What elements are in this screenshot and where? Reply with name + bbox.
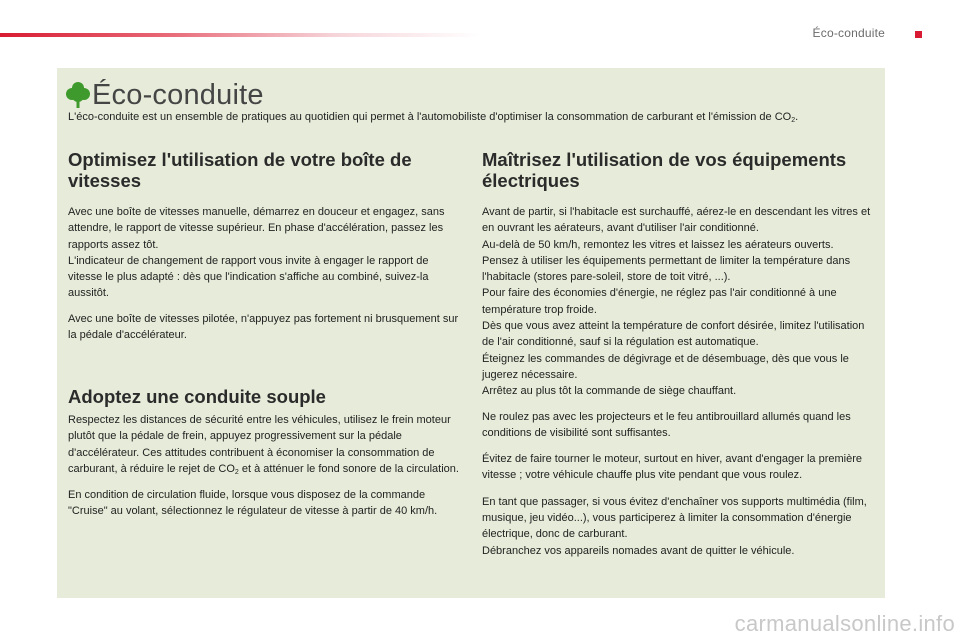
section-gearbox-heading: Optimisez l'utilisation de votre boîte de vitesses <box>68 149 412 191</box>
intro-text: L'éco-conduite est un ensemble de pratiques au quotidien qui permet à l'automobiliste d'optimiser la consommation de carburant et l'émission de CO <box>68 111 792 123</box>
section-smooth-driving <box>68 386 463 520</box>
smooth-driving-text-end: et à atténuer le fond sonore de la circulation. <box>238 462 459 475</box>
section-electrical-paragraph-3: Pensez à utiliser les équipements permettant de limiter la température dans l'habitacle (stores pare-soleil, store de toit vitré, ...). <box>482 254 851 284</box>
section-gearbox-paragraph-1: Avec une boîte de vitesses manuelle, démarrez en douceur et engagez, sans attendre, le rapport de vitesse supérieur. En phase d'accélération, passez les rapports assez tôt. <box>68 206 445 251</box>
section-electrical-paragraph-9: Évitez de faire tourner le moteur, surtout en hiver, avant d'engager la première vitesse ; votre véhicule chauffe plus vite pendant que vous roulez. <box>482 453 862 482</box>
section-electrical-paragraph-8: Ne roulez pas avec les projecteurs et le feu antibrouillard allumés quand les conditions de visibilité sont suffisantes. <box>482 410 851 439</box>
section-electrical-paragraph-2: Au-delà de 50 km/h, remontez les vitres et laissez les aérateurs ouverts. <box>482 238 834 251</box>
section-electrical-heading: Maîtrisez l'utilisation de vos équipements électriques <box>482 149 847 191</box>
section-gearbox-paragraph-3: Avec une boîte de vitesses pilotée, n'appuyez pas fortement ni brusquement sur la pédale d'accélérateur. <box>68 312 459 342</box>
section-electrical-paragraph-7: Arrêtez au plus tôt la commande de siège chauffant. <box>482 385 737 398</box>
header-section-title: Éco-conduite <box>812 26 885 40</box>
intro-subscript: 2 <box>791 117 796 124</box>
intro-text-end: . <box>795 111 799 123</box>
section-electrical-paragraph-6: Éteignez les commandes de dégivrage et de désembuage, dès que vous le jugerez nécessaire. <box>482 352 849 381</box>
section-electrical-paragraph-4: Pour faire des économies d'énergie, ne réglez pas l'air conditionné à une température trop froide. <box>482 287 837 316</box>
smooth-driving-subscript: 2 <box>234 468 239 476</box>
header-square-marker <box>915 31 922 38</box>
tree-leaf-icon <box>66 81 90 109</box>
section-electrical-paragraph-5: Dès que vous avez atteint la température de confort désirée, limitez l'utilisation de l'air conditionné, sauf si la régulation est automatique. <box>482 320 865 349</box>
section-gearbox-paragraph-2: L'indicateur de changement de rapport vous invite à engager le rapport de vitesse le plus adapté : dès que l'indication s'affiche au combiné, suivez-la aussitôt. <box>68 254 429 300</box>
header-accent-rule <box>0 33 480 37</box>
section-electrical-paragraph-11: Débranchez vos appareils nomades avant de quitter le véhicule. <box>482 544 795 557</box>
intro-paragraph <box>68 109 868 125</box>
page-title-row <box>66 78 264 112</box>
smooth-driving-text: Respectez les distances de sécurité entre les véhicules, utilisez le frein moteur plutôt que la pédale de frein, appuyez progressivement sur la pédale d'accélérateur. Ces attitudes contribuent à économiser la consommation de carburant, à réduire le rejet de CO <box>68 414 451 475</box>
section-smooth-driving-paragraph-1 <box>68 412 463 477</box>
footer-watermark: carmanualsonline.info <box>734 611 955 636</box>
page-title: Éco-conduite <box>92 78 264 111</box>
section-electrical-paragraph-1: Avant de partir, si l'habitacle est surchauffé, aérez-le en descendant les vitres et en ouvrant les aérateurs, avant d'utiliser l'air conditionné. <box>482 206 871 235</box>
section-electrical-paragraph-10: En tant que passager, si vous évitez d'enchaîner vos supports multimédia (film, musique, jeu vidéo...), vous participerez à limiter la consommation d'énergie électrique, donc de carburant. <box>482 495 867 541</box>
section-gearbox <box>68 149 463 343</box>
section-smooth-driving-heading: Adoptez une conduite souple <box>68 386 326 407</box>
section-smooth-driving-paragraph-2: En condition de circulation fluide, lorsque vous disposez de la commande "Cruise" au volant, sélectionnez le régulateur de vitesse à partir de 40 km/h. <box>68 489 438 518</box>
section-electrical-equipment <box>482 149 877 559</box>
